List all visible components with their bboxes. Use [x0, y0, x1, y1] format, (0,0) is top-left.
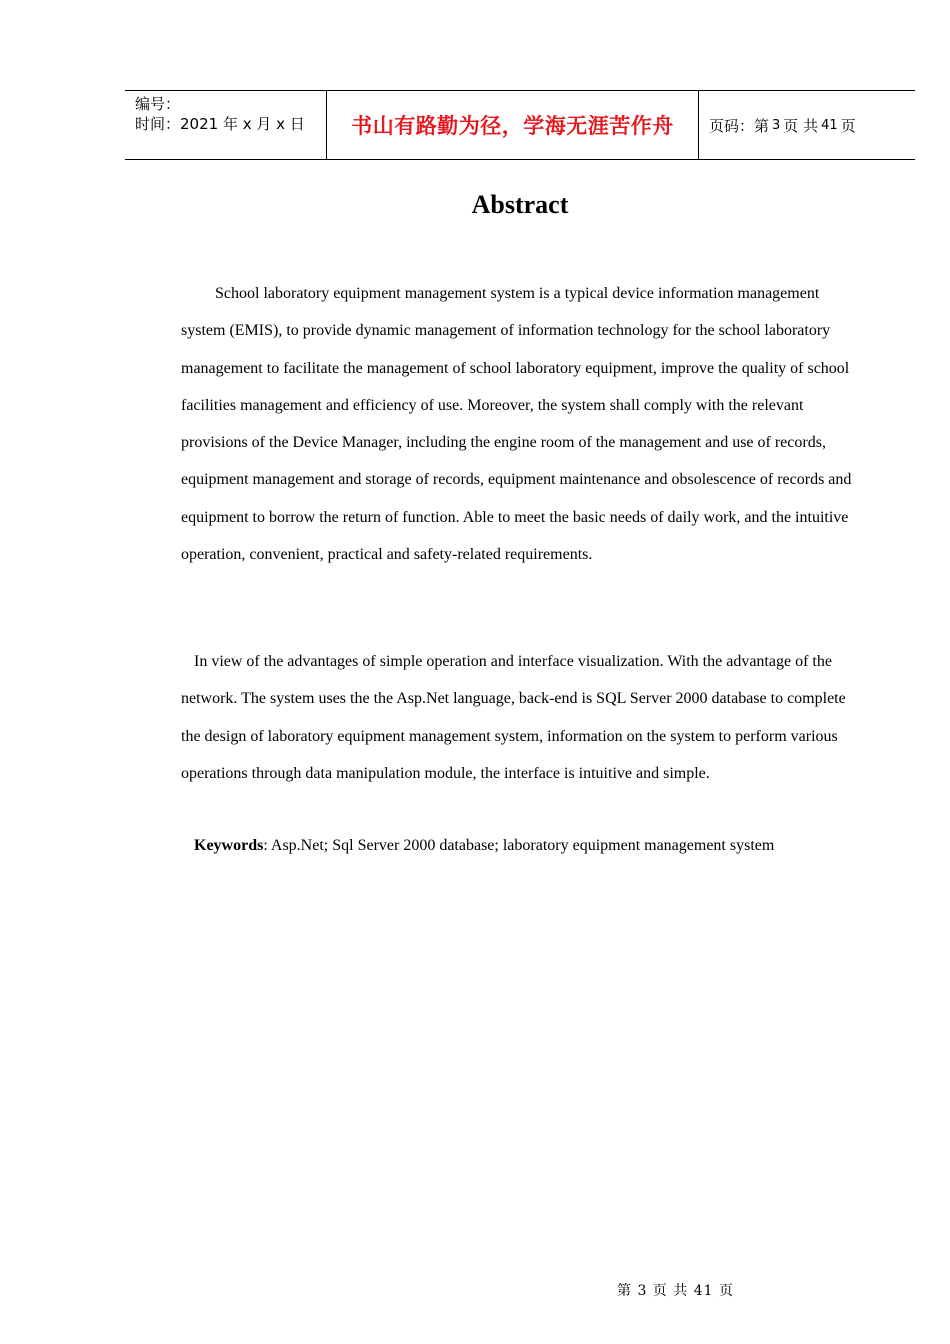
abstract-paragraph-2: In view of the advantages of simple operation and interface visualization. With the advantage of the network. The system uses the the Asp.Net language, back-end is SQL Server 2000 database to complete the design of laboratory equipment management system, information on the system to perform various operations through data manipulation module, the interface is intuitive and simple.	[181, 653, 846, 782]
keywords-label: Keywords	[194, 837, 264, 854]
header-left-cell	[125, 91, 327, 159]
keywords-text: : Asp.Net; Sql Server 2000 database; laboratory equipment management system	[263, 837, 775, 854]
page-mid: 页 共	[783, 116, 819, 135]
page-total: 41	[821, 117, 838, 133]
time-label: 时间：	[135, 115, 181, 133]
time-date: 年 x 月 x 日	[222, 115, 305, 133]
page-suffix: 页	[840, 116, 856, 135]
document-number-label: 编号：	[135, 95, 181, 113]
document-title: Abstract	[471, 190, 569, 219]
header-right-cell	[699, 91, 915, 159]
page-current: 3	[772, 117, 781, 133]
header-middle-cell	[327, 91, 699, 159]
page-prefix: 页码：第	[709, 116, 770, 135]
keywords-line	[194, 827, 774, 864]
header-motto: 书山有路勤为径，学海无涯苦作舟	[351, 114, 674, 138]
page-footer: 第 3 页 共 41 页	[617, 1283, 734, 1299]
document-time	[135, 113, 305, 134]
page-header	[125, 90, 915, 160]
time-year: 2021	[180, 115, 219, 133]
abstract-paragraph-1: School laboratory equipment management system is a typical device information management system (EMIS), to provide dynamic management of information technology for the school laboratory management to facilitate the management of school laboratory equipment, improve the quality of school facilities management and efficiency of use. Moreover, the system shall comply with the relevant provisions of the Device Manager, including the engine room of the management and use of records, equipment management and storage of records, equipment maintenance and obsolescence of records and equipment to borrow the return of function. Able to meet the basic needs of daily work, and the intuitive operation, convenient, practical and safety-related requirements.	[181, 285, 852, 564]
